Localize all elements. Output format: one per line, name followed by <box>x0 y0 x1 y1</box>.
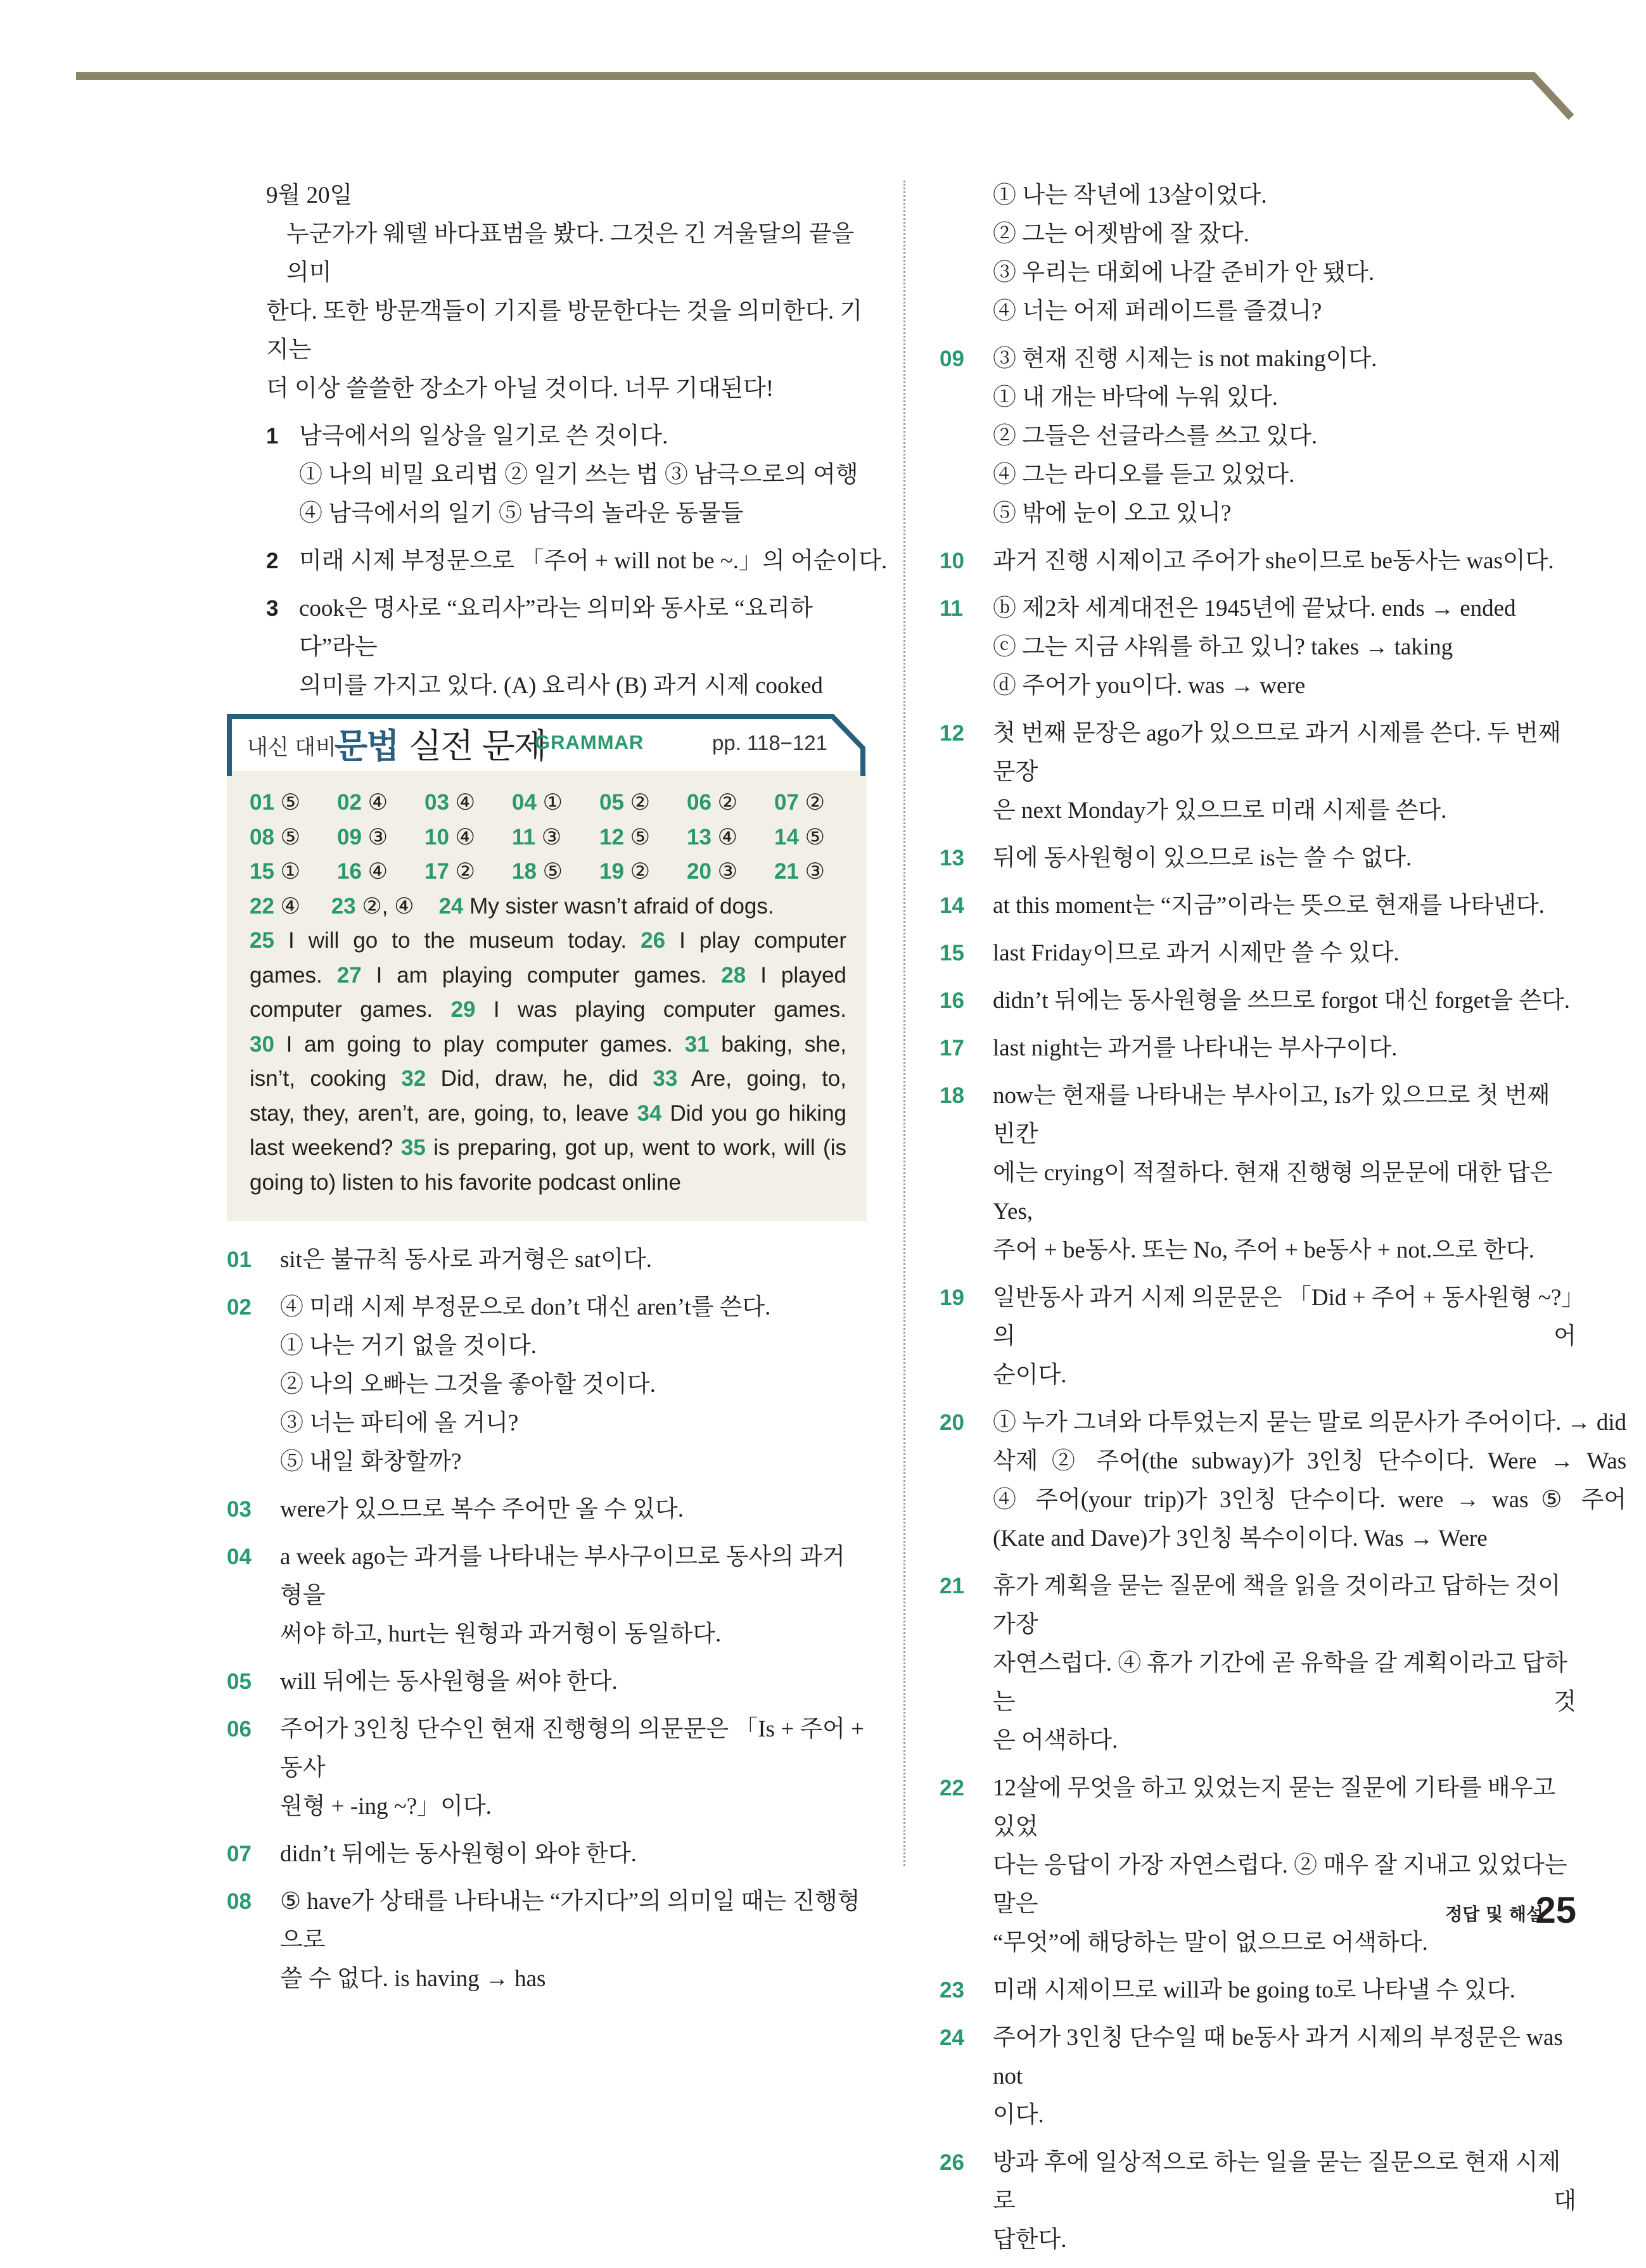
answer-number: 31 <box>684 1031 710 1057</box>
answer-item <box>227 1835 867 1873</box>
item-line: 원형 + -ing ~?」이다. <box>280 1793 492 1819</box>
item-line: 휴가 계획을 묻는 질문에 책을 읽을 것이라고 답하는 것이 가장 <box>993 1573 1561 1638</box>
answer-number: 05 <box>599 790 624 815</box>
item-line: were가 있으므로 복수 주어만 올 수 있다. <box>280 1496 684 1522</box>
answer-item-3 <box>253 589 867 705</box>
item-number: 26 <box>940 2150 964 2175</box>
answer-number: 03 <box>424 790 449 815</box>
answer-value: ⑤ <box>280 790 301 815</box>
item-number: 10 <box>940 549 964 573</box>
answer-value: ② <box>455 859 476 884</box>
answer-value: computer games. <box>250 997 433 1022</box>
answer-item <box>227 1882 867 1998</box>
item-line: ③ 너는 파티에 올 거니? <box>280 1410 519 1436</box>
answer-line <box>250 1097 846 1131</box>
answer-number: 33 <box>653 1066 678 1091</box>
item-line: will 뒤에는 동사원형을 써야 한다. <box>280 1669 618 1695</box>
item-line: ⑤ have가 상태를 나타내는 “가지다”의 의미일 때는 진행형으로 <box>280 1889 860 1953</box>
item-line: a week ago는 과거를 나타내는 부사구이므로 동사의 과거형을 <box>280 1544 845 1609</box>
item-line: 주어가 3인칭 단수일 때 be동사 과거 시제의 부정문은 was not <box>993 2025 1563 2089</box>
answer-value: last weekend? <box>250 1135 393 1160</box>
answer-item <box>940 1971 1576 2010</box>
item-line: now는 현재를 나타내는 부사이고, Is가 있으므로 첫 번째 빈칸 <box>993 1083 1550 1147</box>
grammar-answers <box>250 786 846 1200</box>
item-number: 04 <box>227 1545 252 1569</box>
item-line: (Kate and Dave)가 3인칭 복수이이다. Was → Were <box>993 1526 1488 1551</box>
answer-number: 27 <box>336 962 362 988</box>
answer-key-cell <box>512 786 599 820</box>
answer-key-cell <box>337 786 424 820</box>
answer-key-cell <box>774 855 862 889</box>
column-divider <box>903 181 905 1866</box>
item-line: 주어 + be동사. 또는 No, 주어 + be동사 + not.으로 한다. <box>993 1237 1534 1263</box>
item-line: ① 나의 비밀 요리법 ② 일기 쓰는 법 ③ 남극으로의 여행 <box>299 462 858 488</box>
answer-number: 21 <box>774 859 799 884</box>
answer-item <box>940 1769 1576 1962</box>
answer-grid <box>250 786 846 889</box>
answer-number: 11 <box>512 824 535 850</box>
item-line: ① 나는 작년에 13살이었다. <box>993 182 1267 208</box>
answer-number: 10 <box>424 824 449 850</box>
answer-item <box>940 1403 1627 1558</box>
answer-value: My sister wasn’t afraid of dogs. <box>469 893 774 919</box>
item-line: 삭제 ② 주어(the subway)가 3인칭 단수이다. Were → Was <box>993 1448 1627 1474</box>
answer-value: games. <box>250 962 322 988</box>
answer-value: I am going to play computer games. <box>286 1031 673 1057</box>
item-line: 의미를 가지고 있다. (A) 요리사 (B) 과거 시제 cooked <box>299 673 823 699</box>
answer-number: 34 <box>637 1100 662 1126</box>
item-line: ② 그들은 선글라스를 쓰고 있다. <box>993 423 1318 449</box>
answer-key-cell <box>512 855 599 889</box>
item-number: 24 <box>940 2025 964 2050</box>
answer-value: ⑤ <box>280 824 301 850</box>
item-line: 은 어색하다. <box>993 1728 1118 1754</box>
item-line: ④ 너는 어제 퍼레이드를 즐겼니? <box>993 298 1322 324</box>
answer-value: ③ <box>367 824 388 850</box>
answer-lines <box>250 924 846 1200</box>
item-line: 남극에서의 일상을 일기로 쓴 것이다. <box>299 423 668 449</box>
answer-value: ① <box>542 790 563 815</box>
answer-value: ② <box>805 790 826 815</box>
answer-number: 13 <box>687 824 711 850</box>
item-number: 08 <box>227 1889 252 1914</box>
item-line: 답한다. <box>993 2227 1067 2253</box>
answer-key-cell <box>424 786 512 820</box>
item-line: 뒤에 동사원형이 있으므로 is는 쓸 수 없다. <box>993 845 1412 871</box>
item-line: last Friday이므로 과거 시제만 쓸 수 있다. <box>993 940 1400 966</box>
answer-item <box>940 1567 1576 1760</box>
item-line: 쓸 수 없다. is having → has <box>280 1966 546 1992</box>
answer-key-cell <box>250 786 337 820</box>
title-bold: 문법 <box>335 726 399 766</box>
item-line: “무엇”에 해당하는 말이 없으므로 어색하다. <box>993 1930 1428 1956</box>
item-line: ⑤ 밖에 눈이 오고 있니? <box>993 500 1232 526</box>
item-number: 03 <box>227 1497 252 1522</box>
top-rule <box>0 0 1646 127</box>
item-line: ② 나의 오빠는 그것을 좋아할 것이다. <box>280 1372 656 1398</box>
answer-value: Did, draw, he, did <box>440 1066 639 1091</box>
page-number: 25 <box>1535 1890 1576 1931</box>
answer-number: 24 <box>438 893 464 919</box>
grammar-answer-box <box>227 713 867 1221</box>
item-line: 첫 번째 문장은 ago가 있으므로 과거 시제를 쓴다. 두 번째 문장 <box>993 720 1561 785</box>
answer-item <box>940 839 1576 877</box>
title-rest: 실전 문제 <box>409 726 545 766</box>
item-number: 19 <box>940 1285 964 1310</box>
answer-item <box>940 2018 1576 2134</box>
answer-item <box>940 934 1576 972</box>
answer-line <box>250 959 846 993</box>
item-line: 과거 진행 시제이고 주어가 she이므로 be동사는 was이다. <box>993 548 1554 574</box>
answer-key-cell <box>337 855 424 889</box>
answer-key-cell <box>599 786 687 820</box>
answer-item <box>940 542 1576 580</box>
grammar-box-title <box>335 719 545 768</box>
item-number: 05 <box>227 1669 252 1694</box>
item-number: 2 <box>266 549 279 573</box>
item-line: ① 내 개는 바닥에 누워 있다. <box>993 385 1278 411</box>
answer-value: ② <box>717 790 738 815</box>
answer-value: I play computer <box>679 928 847 953</box>
answer-item <box>940 1076 1576 1270</box>
answer-number: 32 <box>401 1066 426 1091</box>
answer-item <box>940 714 1576 830</box>
item-number: 11 <box>940 596 963 621</box>
answer-value: I will go to the museum today. <box>288 928 627 953</box>
answer-value: stay, they, aren’t, are, going, to, leave <box>250 1100 629 1126</box>
item-line: 일반동사 과거 시제 의문문은 「Did + 주어 + 동사원형 ~?」의 어 <box>993 1285 1576 1349</box>
answer-line <box>250 1131 846 1166</box>
answer-number: 25 <box>250 928 274 953</box>
item-number: 07 <box>227 1842 252 1866</box>
item-number: 13 <box>940 846 964 870</box>
answer-line <box>250 1166 846 1201</box>
answer-number: 16 <box>337 859 362 884</box>
item-line: ③ 우리는 대회에 나갈 준비가 안 됐다. <box>993 260 1375 286</box>
item-number: 1 <box>266 424 279 449</box>
answer-key-cell <box>250 820 337 855</box>
answer-line <box>250 924 846 959</box>
item-number: 14 <box>940 893 964 918</box>
answer-key-cell <box>424 855 512 889</box>
item-line: 이다. <box>993 2102 1044 2128</box>
answer-item-1 <box>253 417 867 533</box>
answer-value: ④ <box>455 824 476 850</box>
item-line: last night는 과거를 나타내는 부사구이다. <box>993 1035 1398 1061</box>
answer-number: 35 <box>400 1135 426 1160</box>
item-line: ④ 미래 시제 부정문으로 don’t 대신 aren’t를 쓴다. <box>280 1294 771 1320</box>
answer-key-cell <box>687 820 774 855</box>
item-line: ⓓ 주어가 you이다. was → were <box>993 673 1306 699</box>
item-line: cook은 명사로 “요리사”라는 의미와 동사로 “요리하다”라는 <box>299 596 813 660</box>
left-answer-list <box>227 1240 867 2007</box>
item-line: 미래 시제 부정문으로 「주어 + will not be ~.」의 어순이다. <box>299 548 888 574</box>
answer-number: 23 <box>331 893 356 919</box>
grammar-box-prefix: 내신 대비 <box>247 736 336 760</box>
item-number: 01 <box>227 1247 252 1272</box>
answer-value: ⑤ <box>542 859 563 884</box>
answer-number: 20 <box>687 859 711 884</box>
answer-value: I am playing computer games. <box>376 962 707 988</box>
answer-line <box>250 1028 846 1062</box>
answer-value: ③ <box>541 824 562 850</box>
answer-value: ④ <box>367 790 388 815</box>
item-line: at this moment는 “지금”이라는 뜻으로 현재를 나타낸다. <box>993 893 1545 919</box>
answer-item-2 <box>253 542 888 580</box>
item-number: 20 <box>940 1410 964 1435</box>
item-number: 21 <box>940 1574 964 1598</box>
answer-number: 18 <box>512 859 537 884</box>
answer-value: I was playing computer games. <box>493 997 846 1022</box>
grammar-tag: GRAMMAR <box>535 731 644 753</box>
answer-item <box>227 1538 867 1653</box>
answer-value: ④ <box>280 893 301 919</box>
right-column <box>940 176 1627 2268</box>
item-line: ③ 현재 진행 시제는 is not making이다. <box>993 346 1377 372</box>
answer-line <box>250 889 846 924</box>
item-number: 06 <box>227 1717 252 1742</box>
item-line: ② 그는 어젯밤에 잘 잤다. <box>993 221 1249 247</box>
item-line: sit은 불규칙 동사로 과거형은 sat이다. <box>280 1247 652 1273</box>
answer-item <box>940 1029 1576 1067</box>
answer-number: 22 <box>250 893 274 919</box>
answer-item <box>227 1662 867 1701</box>
item-08-translations <box>940 176 1576 331</box>
answer-item <box>940 1278 1576 1394</box>
answer-value: I played <box>760 962 846 988</box>
item-line: 에는 crying이 적절하다. 현재 진행형 의문문에 대한 답은 Yes, <box>993 1160 1553 1225</box>
item-line: ④ 주어(your trip)가 3인칭 단수이다. were → was ⑤ 주어 <box>993 1487 1627 1513</box>
answer-value: Did you go hiking <box>670 1100 846 1126</box>
item-line: ① 나는 거기 없을 것이다. <box>280 1333 537 1359</box>
item-number: 16 <box>940 988 964 1013</box>
item-line: 다는 응답이 가장 자연스럽다. ② 매우 잘 지내고 있었다는 말은 <box>993 1852 1567 1917</box>
answer-key-cell <box>687 786 774 820</box>
answer-value: baking, she, <box>721 1031 846 1057</box>
answer-number: 04 <box>512 790 537 815</box>
answer-key-cell <box>599 855 687 889</box>
answer-item <box>940 886 1576 925</box>
item-line: 은 next Monday가 있으므로 미래 시제를 쓴다. <box>993 798 1447 824</box>
answer-value: ② <box>630 859 651 884</box>
answer-number: 15 <box>250 859 274 884</box>
item-line: ④ 그는 라디오를 듣고 있었다. <box>993 462 1295 488</box>
item-line: 주어가 3인칭 단수인 현재 진행형의 의문문은 「Is + 주어 + 동사 <box>280 1716 865 1781</box>
item-number: 12 <box>940 721 964 746</box>
answer-line <box>250 1062 846 1097</box>
answer-number: 09 <box>337 824 362 850</box>
item-line: didn’t 뒤에는 동사원형을 쓰므로 forgot 대신 forget을 쓴다. <box>993 988 1571 1014</box>
answer-value: ⑤ <box>630 824 651 850</box>
page-range: pp. 118−121 <box>712 731 827 755</box>
item-line: ④ 남극에서의 일기 ⑤ 남극의 놀라운 동물들 <box>299 500 744 526</box>
answer-value: ④ <box>367 859 388 884</box>
answer-number: 26 <box>641 928 666 953</box>
answer-value: ④ <box>717 824 738 850</box>
answer-number: 14 <box>774 824 799 850</box>
answer-number: 07 <box>774 790 799 815</box>
answer-item <box>227 1288 867 1481</box>
item-number: 3 <box>266 596 279 621</box>
diary-line: 누군가가 웨델 바다표범을 봤다. 그것은 긴 겨울달의 끝을 의미 <box>286 221 855 286</box>
answer-number: 30 <box>250 1031 274 1057</box>
item-number: 15 <box>940 941 964 965</box>
item-number: 02 <box>227 1295 252 1320</box>
answer-number: 01 <box>250 790 274 815</box>
item-number: 22 <box>940 1776 964 1800</box>
answer-item <box>940 2143 1576 2259</box>
answer-value: is preparing, got up, went to work, will (is <box>433 1135 846 1160</box>
item-line: ⓑ 제2차 세계대전은 1945년에 끝났다. ends → ended <box>993 596 1516 621</box>
item-line: didn’t 뒤에는 동사원형이 와야 한다. <box>280 1841 637 1867</box>
answer-item <box>940 981 1576 1020</box>
left-column <box>253 176 888 705</box>
footer-label: 정답 및 해설 <box>1445 1904 1543 1925</box>
answer-value: ③ <box>805 859 826 884</box>
answer-item <box>227 1710 867 1826</box>
answer-key-cell <box>424 820 512 855</box>
item-number: 23 <box>940 1978 964 2003</box>
answer-number: 12 <box>599 824 624 850</box>
answer-number: 06 <box>687 790 711 815</box>
item-number: 18 <box>940 1083 964 1108</box>
item-line: 자연스럽다. ④ 휴가 기간에 곧 유학을 갈 계획이라고 답하는 것 <box>993 1650 1576 1715</box>
item-line: 12살에 무엇을 하고 있었는지 묻는 질문에 기타를 배우고 있었 <box>993 1775 1556 1840</box>
answer-value: ⑤ <box>805 824 826 850</box>
answer-key-cell <box>774 786 862 820</box>
diary-line: 한다. 또한 방문객들이 기지를 방문한다는 것을 의미한다. 기지는 <box>266 298 863 363</box>
answer-value: ① <box>280 859 301 884</box>
item-line: 방과 후에 일상적으로 하는 일을 묻는 질문으로 현재 시제로 대 <box>993 2150 1576 2214</box>
item-line: 써야 하고, hurt는 원형과 과거형이 동일하다. <box>280 1621 722 1647</box>
answer-value: Are, going, to, <box>691 1066 846 1091</box>
item-line: 순이다. <box>993 1362 1067 1388</box>
answer-key-cell <box>599 820 687 855</box>
item-line: ⓒ 그는 지금 샤워를 하고 있니? takes → taking <box>993 634 1453 660</box>
answer-value: ③ <box>717 859 738 884</box>
answer-key-cell <box>337 820 424 855</box>
item-line: ⑤ 내일 화창할까? <box>280 1449 462 1475</box>
answer-key-cell <box>512 820 599 855</box>
item-line: 미래 시제이므로 will과 be going to로 나타낼 수 있다. <box>993 1977 1515 2003</box>
answer-number: 19 <box>599 859 624 884</box>
answer-line <box>250 993 846 1028</box>
answer-value: ②, ④ <box>362 893 414 919</box>
item-number: 09 <box>940 347 964 371</box>
answer-key-cell <box>250 855 337 889</box>
answer-item <box>940 589 1576 705</box>
item-number: 17 <box>940 1036 964 1061</box>
answer-number: 17 <box>424 859 449 884</box>
diary-line: 더 이상 쓸쓸한 장소가 아닐 것이다. 너무 기대된다! <box>266 376 774 402</box>
answer-item <box>227 1240 867 1279</box>
answer-value: going to) listen to his favorite podcast online <box>250 1169 681 1195</box>
item-line: ① 누가 그녀와 다투었는지 묻는 말로 의문사가 주어이다. → did <box>993 1410 1627 1436</box>
answer-key-cell <box>774 820 862 855</box>
answer-number: 29 <box>450 997 476 1022</box>
answer-item <box>940 340 1576 533</box>
answer-item <box>227 1490 867 1529</box>
answer-number: 28 <box>721 962 746 988</box>
answer-value: isn’t, cooking <box>250 1066 386 1091</box>
right-answer-list <box>940 340 1627 2259</box>
answer-number: 08 <box>250 824 274 850</box>
diary-date: 9월 20일 <box>266 182 353 208</box>
answer-number: 02 <box>337 790 362 815</box>
answer-value: ④ <box>455 790 476 815</box>
answer-key-cell <box>687 855 774 889</box>
answer-value: ② <box>630 790 651 815</box>
